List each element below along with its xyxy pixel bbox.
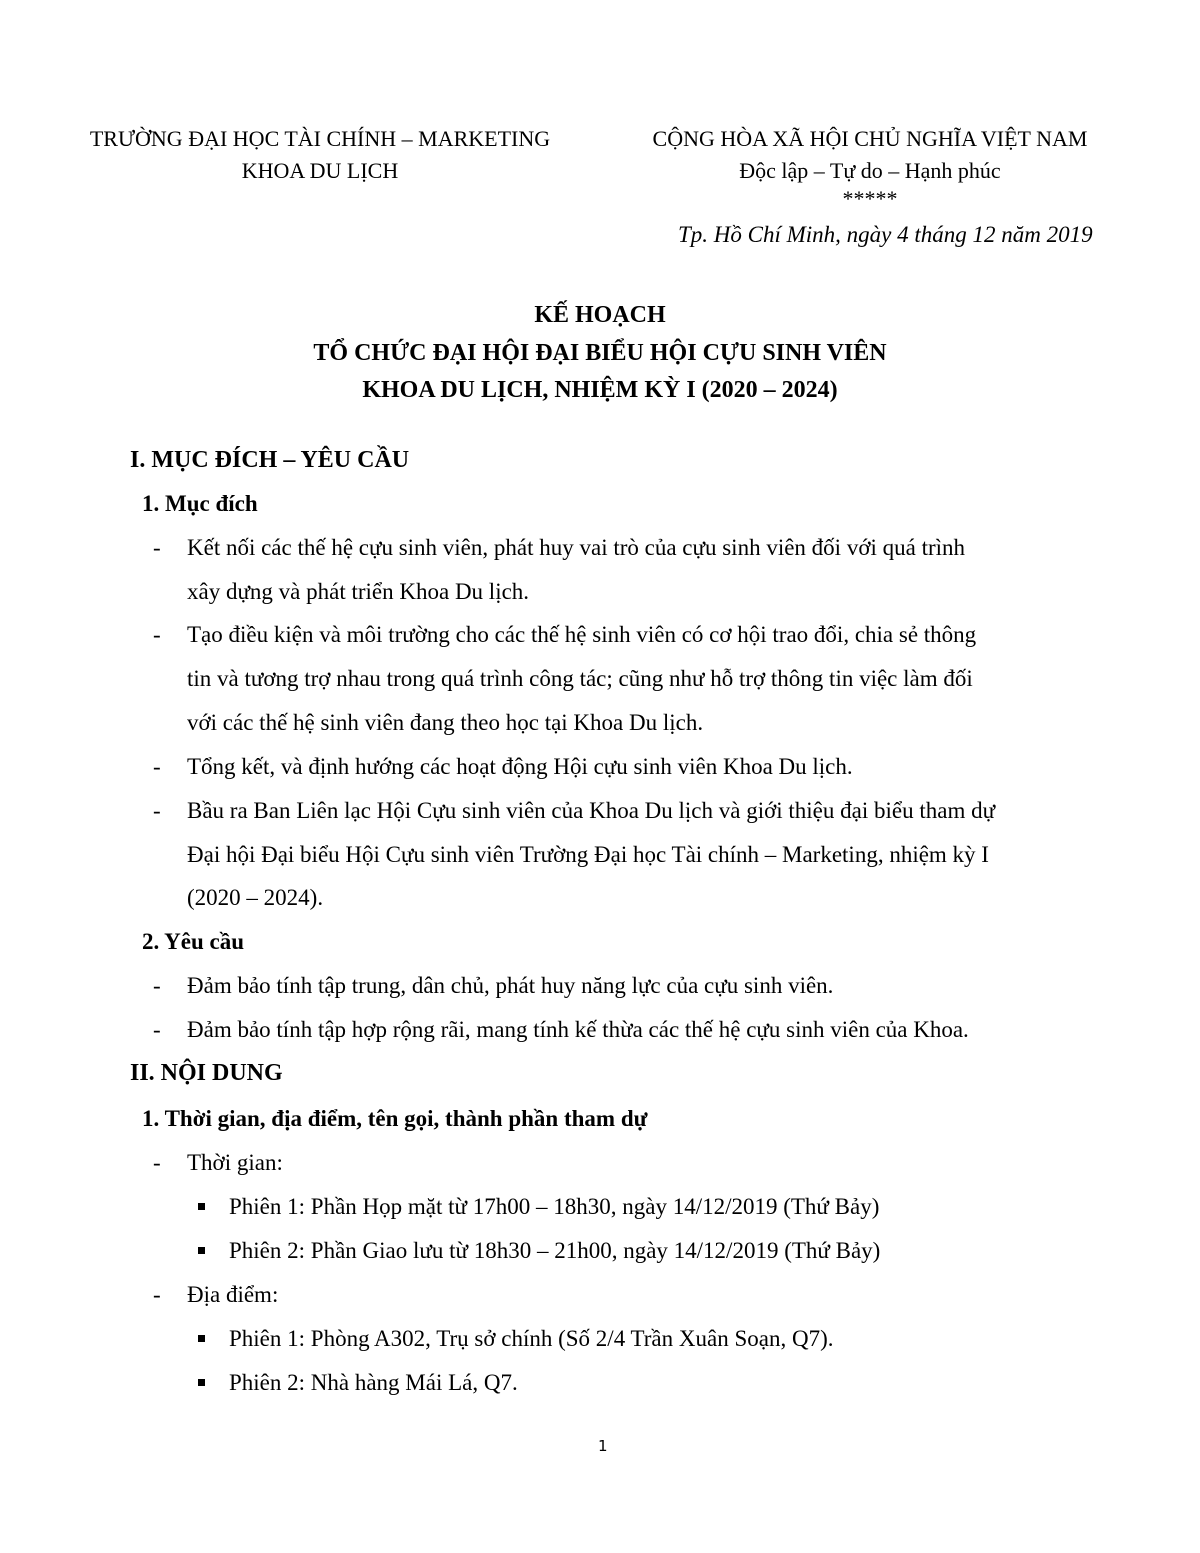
bullet-dash: - xyxy=(153,754,161,779)
section-2-heading: II. NỘI DUNG xyxy=(130,1060,283,1086)
purpose-bullet-1-line-2: xây dựng và phát triển Khoa Du lịch. xyxy=(187,579,530,604)
bullet-dash: - xyxy=(153,622,161,647)
document-date: Tp. Hồ Chí Minh, ngày 4 tháng 12 năm 2019 xyxy=(678,222,1093,247)
square-bullet-icon xyxy=(198,1203,205,1210)
section-1-1-heading: 1. Mục đích xyxy=(142,491,258,516)
faculty-name: KHOA DU LỊCH xyxy=(241,158,399,183)
motto-stars: ***** xyxy=(842,186,898,211)
plan-title: KẾ HOẠCH xyxy=(534,302,666,328)
bullet-dash: - xyxy=(153,1150,161,1175)
place-session-1: Phiên 1: Phòng A302, Trụ sở chính (Số 2/4 Trần Xuân Soạn, Q7). xyxy=(229,1326,834,1351)
bullet-dash: - xyxy=(153,973,161,998)
bullet-dash: - xyxy=(153,798,161,823)
national-motto: Độc lập – Tự do – Hạnh phúc xyxy=(739,158,1001,183)
section-1-2-heading: 2. Yêu cầu xyxy=(142,929,245,954)
bullet-dash: - xyxy=(153,1017,161,1042)
place-session-2: Phiên 2: Nhà hàng Mái Lá, Q7. xyxy=(229,1370,518,1395)
purpose-bullet-3-line-1: Tổng kết, và định hướng các hoạt động Hội cựu sinh viên Khoa Du lịch. xyxy=(187,754,853,779)
section-1-heading: I. MỤC ĐÍCH – YÊU CẦU xyxy=(130,447,410,473)
purpose-bullet-2-line-2: tin và tương trợ nhau trong quá trình công tác; cũng như hỗ trợ thông tin việc làm đối xyxy=(187,666,973,691)
purpose-bullet-2-line-1: Tạo điều kiện và môi trường cho các thế hệ sinh viên có cơ hội trao đổi, chia sẻ thông xyxy=(187,622,977,647)
purpose-bullet-4-line-3: (2020 – 2024). xyxy=(187,885,324,910)
plan-subtitle-1: TỔ CHỨC ĐẠI HỘI ĐẠI BIỂU HỘI CỰU SINH VIÊN xyxy=(313,340,887,366)
time-session-1: Phiên 1: Phần Họp mặt từ 17h00 – 18h30, ngày 14/12/2019 (Thứ Bảy) xyxy=(229,1194,880,1219)
square-bullet-icon xyxy=(198,1379,205,1386)
requirement-bullet-2: Đảm bảo tính tập hợp rộng rãi, mang tính kế thừa các thế hệ cựu sinh viên của Khoa. xyxy=(187,1017,969,1042)
purpose-bullet-4-line-1: Bầu ra Ban Liên lạc Hội Cựu sinh viên của Khoa Du lịch và giới thiệu đại biểu tham dự xyxy=(187,798,996,823)
page-number: 1 xyxy=(598,1437,608,1455)
place-label: Địa điểm: xyxy=(187,1282,279,1307)
bullet-dash: - xyxy=(153,535,161,560)
national-title: CỘNG HÒA XÃ HỘI CHỦ NGHĨA VIỆT NAM xyxy=(652,126,1088,151)
requirement-bullet-1: Đảm bảo tính tập trung, dân chủ, phát huy năng lực của cựu sinh viên. xyxy=(187,973,834,998)
bullet-dash: - xyxy=(153,1282,161,1307)
purpose-bullet-1-line-1: Kết nối các thế hệ cựu sinh viên, phát huy vai trò của cựu sinh viên đối với quá trình xyxy=(187,535,966,560)
time-session-2: Phiên 2: Phần Giao lưu từ 18h30 – 21h00, ngày 14/12/2019 (Thứ Bảy) xyxy=(229,1238,881,1263)
time-label: Thời gian: xyxy=(187,1150,283,1175)
purpose-bullet-4-line-2: Đại hội Đại biểu Hội Cựu sinh viên Trường Đại học Tài chính – Marketing, nhiệm kỳ I xyxy=(187,842,989,867)
purpose-bullet-2-line-3: với các thế hệ sinh viên đang theo học tại Khoa Du lịch. xyxy=(187,710,704,735)
school-name: TRƯỜNG ĐẠI HỌC TÀI CHÍNH – MARKETING xyxy=(89,126,551,151)
section-2-1-heading: 1. Thời gian, địa điểm, tên gọi, thành phần tham dự xyxy=(142,1106,648,1131)
square-bullet-icon xyxy=(198,1247,205,1254)
square-bullet-icon xyxy=(198,1335,205,1342)
plan-subtitle-2: KHOA DU LỊCH, NHIỆM KỲ I (2020 – 2024) xyxy=(362,377,838,403)
